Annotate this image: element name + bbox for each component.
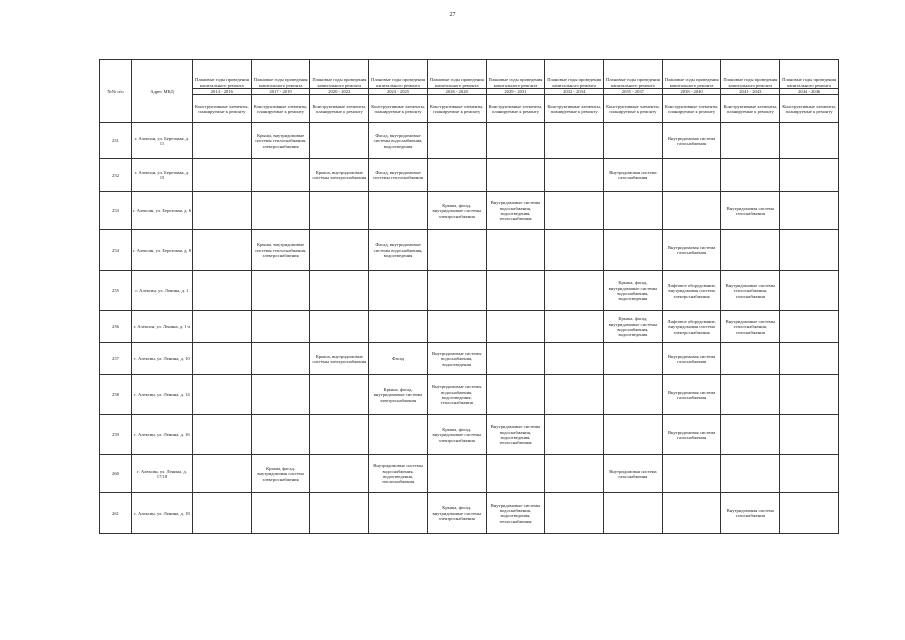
repair-elements-cell: Внутридомовая система газоснабжения bbox=[604, 455, 663, 493]
repair-elements-cell: Внутридомовые системы водоснабжения, водоотведения, теплоснабжения bbox=[427, 375, 486, 415]
repair-elements-cell: Внутридомовая система газоснабжения bbox=[662, 375, 721, 415]
repair-elements-cell bbox=[310, 192, 369, 230]
header-elements: Конструктивные элементы, планируемые к ремонту bbox=[310, 95, 369, 123]
repair-elements-cell: Крыша, фасад, внутридомовые системы электроснабжения bbox=[369, 375, 428, 415]
header-period-title: Плановые годы проведения капитального ремонта bbox=[251, 60, 310, 89]
table-row bbox=[100, 311, 839, 343]
header-years: 2044 - 2046 bbox=[780, 89, 839, 95]
repair-elements-cell bbox=[604, 493, 663, 534]
repair-elements-cell bbox=[780, 230, 839, 271]
repair-elements-cell bbox=[193, 343, 252, 375]
table-row bbox=[100, 493, 839, 534]
header-period-title: Плановые годы проведения капитального ремонта bbox=[545, 60, 604, 89]
repair-elements-cell bbox=[193, 415, 252, 455]
repair-elements-cell bbox=[369, 415, 428, 455]
repair-elements-cell bbox=[251, 271, 310, 311]
repair-elements-cell: Внутридомовая система газоснабжения bbox=[721, 192, 780, 230]
row-address: г. Алексин, ул. Ленина, д. 1 bbox=[132, 271, 193, 311]
row-address: г. Алексин, ул. Березовая, д. 8 bbox=[132, 230, 193, 271]
page-number: 27 bbox=[449, 12, 456, 18]
header-period-title: Плановые годы проведения капитального ремонта bbox=[662, 60, 721, 89]
header-period-title: Плановые годы проведения капитального ремонта bbox=[486, 60, 545, 89]
repair-elements-cell bbox=[369, 493, 428, 534]
row-number: 256 bbox=[100, 311, 132, 343]
header-years: 2035 - 2037 bbox=[604, 89, 663, 95]
repair-elements-cell: Крыша, внутридомовые системы электроснабжения bbox=[310, 159, 369, 192]
repair-elements-cell bbox=[193, 123, 252, 159]
repair-elements-cell bbox=[545, 271, 604, 311]
repair-elements-cell bbox=[310, 311, 369, 343]
repair-elements-cell bbox=[486, 159, 545, 192]
header-row-elements bbox=[100, 95, 839, 123]
row-number: 257 bbox=[100, 343, 132, 375]
row-address: г. Алексин, ул. Ленина, д. 14 bbox=[132, 375, 193, 415]
repair-elements-cell bbox=[251, 375, 310, 415]
row-address: г. Алексин, ул. Березовая, д. 6 bbox=[132, 192, 193, 230]
row-address: г. Алексин, ул. Ленина, д. 16 bbox=[132, 415, 193, 455]
repair-elements-cell bbox=[251, 311, 310, 343]
header-period-title: Плановые годы проведения капитального ремонта bbox=[369, 60, 428, 89]
repair-elements-cell bbox=[193, 230, 252, 271]
repair-elements-cell bbox=[545, 123, 604, 159]
repair-elements-cell bbox=[251, 415, 310, 455]
header-number: №№ п/п bbox=[100, 60, 132, 123]
repair-elements-cell bbox=[721, 343, 780, 375]
repair-elements-cell bbox=[193, 192, 252, 230]
repair-elements-cell bbox=[193, 271, 252, 311]
repair-elements-cell bbox=[193, 311, 252, 343]
repair-elements-cell bbox=[780, 123, 839, 159]
row-number: 254 bbox=[100, 230, 132, 271]
repair-elements-cell bbox=[545, 311, 604, 343]
repair-elements-cell bbox=[604, 230, 663, 271]
repair-elements-cell bbox=[545, 159, 604, 192]
repair-elements-cell bbox=[545, 343, 604, 375]
repair-elements-cell bbox=[780, 375, 839, 415]
header-period-title: Плановые годы проведения капитального ремонта bbox=[310, 60, 369, 89]
repair-schedule-table bbox=[99, 59, 839, 534]
header-years: 2020 - 2022 bbox=[310, 89, 369, 95]
row-address: г. Алексин, ул. Ленина, д. 1-а bbox=[132, 311, 193, 343]
header-elements: Конструктивные элементы, планируемые к ремонту bbox=[193, 95, 252, 123]
repair-elements-cell bbox=[193, 375, 252, 415]
table-row bbox=[100, 343, 839, 375]
header-years: 2032 - 2034 bbox=[545, 89, 604, 95]
repair-elements-cell bbox=[486, 311, 545, 343]
header-period-title: Плановые годы проведения капитального ремонта bbox=[604, 60, 663, 89]
table-row bbox=[100, 159, 839, 192]
repair-elements-cell: Внутридомовые системы теплоснабжения, газоснабжения bbox=[721, 271, 780, 311]
header-address: Адрес МКД bbox=[132, 60, 193, 123]
row-number: 253 bbox=[100, 192, 132, 230]
repair-elements-cell bbox=[369, 192, 428, 230]
row-address: г. Алексин, ул. Ленина, д. 17/18 bbox=[132, 455, 193, 493]
row-address: г. Алексин, ул. Березовая, д. 11 bbox=[132, 123, 193, 159]
repair-elements-cell bbox=[369, 311, 428, 343]
repair-elements-cell bbox=[310, 123, 369, 159]
header-period-title: Плановые годы проведения капитального ремонта bbox=[780, 60, 839, 89]
repair-elements-cell bbox=[310, 455, 369, 493]
repair-elements-cell bbox=[486, 271, 545, 311]
repair-elements-cell bbox=[721, 123, 780, 159]
repair-elements-cell bbox=[545, 192, 604, 230]
row-number: 252 bbox=[100, 159, 132, 192]
repair-elements-cell: Внутридомовые системы теплоснабжения, газоснабжения bbox=[721, 311, 780, 343]
repair-elements-cell: Внутридомовая система газоснабжения bbox=[662, 343, 721, 375]
repair-elements-cell: Внутридомовые системы водоснабжения, водоотведения, теплоснабжения bbox=[486, 493, 545, 534]
repair-elements-cell bbox=[486, 230, 545, 271]
header-years: 2023 - 2025 bbox=[369, 89, 428, 95]
table-row bbox=[100, 455, 839, 493]
repair-elements-cell bbox=[193, 493, 252, 534]
header-elements: Конструктивные элементы, планируемые к ремонту bbox=[662, 95, 721, 123]
repair-elements-cell: Внутридомовая система газоснабжения bbox=[662, 123, 721, 159]
repair-elements-cell bbox=[780, 343, 839, 375]
repair-elements-cell bbox=[604, 415, 663, 455]
header-elements: Конструктивные элементы, планируемые к ремонту bbox=[780, 95, 839, 123]
repair-elements-cell: Крыша, фасад, внутридомовая система электроснабжения bbox=[251, 455, 310, 493]
repair-elements-cell bbox=[604, 192, 663, 230]
repair-elements-cell bbox=[545, 230, 604, 271]
repair-elements-cell: Крыша, внутридомовые системы теплоснабжения, электроснабжения bbox=[251, 123, 310, 159]
repair-elements-cell: Крыша, внутридомовые системы электроснабжения bbox=[310, 343, 369, 375]
table-row bbox=[100, 123, 839, 159]
repair-elements-cell: Крыша, внутридомовые системы теплоснабжения, электроснабжения bbox=[251, 230, 310, 271]
repair-elements-cell bbox=[545, 455, 604, 493]
repair-elements-cell bbox=[427, 159, 486, 192]
repair-elements-cell: Внутридомовые системы водоснабжения, водоотведения, теплоснабжения bbox=[369, 455, 428, 493]
repair-elements-cell bbox=[721, 455, 780, 493]
repair-elements-cell bbox=[251, 192, 310, 230]
repair-elements-cell: Фасад, внутридомовые системы теплоснабжения bbox=[369, 159, 428, 192]
repair-elements-cell bbox=[604, 123, 663, 159]
repair-elements-cell bbox=[721, 159, 780, 192]
header-elements: Конструктивные элементы, планируемые к ремонту bbox=[427, 95, 486, 123]
header-elements: Конструктивные элементы, планируемые к ремонту bbox=[486, 95, 545, 123]
repair-elements-cell bbox=[780, 192, 839, 230]
repair-elements-cell: Крыша, фасад, внутридомовые системы водоснабжения, водоотведения bbox=[604, 271, 663, 311]
repair-elements-cell bbox=[780, 311, 839, 343]
header-years: 2017 - 2019 bbox=[251, 89, 310, 95]
header-years: 2026 - 2028 bbox=[427, 89, 486, 95]
repair-elements-cell: Крыша, фасад, внутридомовые системы водоснабжения, водоотведения bbox=[604, 311, 663, 343]
repair-elements-cell bbox=[780, 493, 839, 534]
row-number: 255 bbox=[100, 271, 132, 311]
repair-elements-cell bbox=[721, 230, 780, 271]
table-row bbox=[100, 375, 839, 415]
table-row bbox=[100, 415, 839, 455]
repair-elements-cell: Внутридомовая система газоснабжения bbox=[721, 493, 780, 534]
repair-elements-cell: Крыша, фасад, внутридомовые системы электроснабжения bbox=[427, 192, 486, 230]
repair-elements-cell bbox=[721, 415, 780, 455]
repair-elements-cell bbox=[310, 230, 369, 271]
repair-elements-cell bbox=[310, 415, 369, 455]
repair-elements-cell: Внутридомовая система газоснабжения bbox=[604, 159, 663, 192]
repair-elements-cell: Лифтовое оборудование, внутридомовая система электроснабжения bbox=[662, 311, 721, 343]
header-years: 2014 - 2016 bbox=[193, 89, 252, 95]
repair-elements-cell bbox=[604, 343, 663, 375]
repair-elements-cell: Внутридомовые системы водоснабжения, водоотведения, теплоснабжения bbox=[486, 192, 545, 230]
repair-elements-cell bbox=[427, 123, 486, 159]
header-years: 2029 - 2031 bbox=[486, 89, 545, 95]
repair-elements-cell bbox=[486, 375, 545, 415]
row-number: 260 bbox=[100, 455, 132, 493]
repair-elements-cell: Фасад, внутридомовые системы водоснабжения, водоотведения bbox=[369, 123, 428, 159]
row-number: 259 bbox=[100, 415, 132, 455]
repair-elements-cell bbox=[545, 415, 604, 455]
repair-elements-cell bbox=[427, 230, 486, 271]
row-number: 258 bbox=[100, 375, 132, 415]
repair-elements-cell bbox=[662, 493, 721, 534]
row-address: г. Алексин, ул. Березовая, д. 15 bbox=[132, 159, 193, 192]
repair-elements-cell: Фасад bbox=[369, 343, 428, 375]
repair-elements-cell bbox=[193, 159, 252, 192]
repair-elements-cell bbox=[486, 123, 545, 159]
repair-elements-cell bbox=[310, 375, 369, 415]
header-years: 2041 - 2043 bbox=[721, 89, 780, 95]
repair-elements-cell bbox=[662, 192, 721, 230]
table-row bbox=[100, 230, 839, 271]
repair-elements-cell: Лифтовое оборудование, внутридомовая система электроснабжения bbox=[662, 271, 721, 311]
header-period-title: Плановые годы проведения капитального ремонта bbox=[193, 60, 252, 89]
header-row-periods bbox=[100, 60, 839, 89]
header-elements: Конструктивные элементы, планируемые к ремонту bbox=[721, 95, 780, 123]
row-address: г. Алексин, ул. Ленина, д. 18 bbox=[132, 493, 193, 534]
repair-elements-cell bbox=[369, 271, 428, 311]
repair-elements-cell: Крыша, фасад, внутридомовые системы электроснабжения bbox=[427, 415, 486, 455]
repair-elements-cell bbox=[310, 493, 369, 534]
repair-elements-cell bbox=[251, 343, 310, 375]
repair-elements-cell bbox=[193, 455, 252, 493]
repair-elements-cell bbox=[251, 159, 310, 192]
repair-elements-cell: Внутридомовая система газоснабжения bbox=[662, 415, 721, 455]
repair-elements-cell bbox=[486, 455, 545, 493]
repair-elements-cell bbox=[780, 271, 839, 311]
repair-elements-cell bbox=[662, 455, 721, 493]
repair-elements-cell bbox=[545, 375, 604, 415]
repair-elements-cell: Внутридомовые системы водоснабжения, водоотведения, теплоснабжения bbox=[486, 415, 545, 455]
repair-elements-cell bbox=[427, 271, 486, 311]
row-number: 261 bbox=[100, 493, 132, 534]
repair-elements-cell bbox=[545, 493, 604, 534]
repair-elements-cell bbox=[486, 343, 545, 375]
row-address: г. Алексин, ул. Ленина, д. 10 bbox=[132, 343, 193, 375]
repair-elements-cell bbox=[780, 159, 839, 192]
header-period-title: Плановые годы проведения капитального ремонта bbox=[721, 60, 780, 89]
repair-elements-cell: Крыша, фасад, внутридомовые системы электроснабжения bbox=[427, 493, 486, 534]
repair-elements-cell bbox=[251, 493, 310, 534]
repair-elements-cell bbox=[662, 159, 721, 192]
repair-elements-cell bbox=[780, 415, 839, 455]
repair-elements-cell bbox=[721, 375, 780, 415]
repair-elements-cell bbox=[780, 455, 839, 493]
repair-elements-cell bbox=[604, 375, 663, 415]
table-row bbox=[100, 271, 839, 311]
row-number: 251 bbox=[100, 123, 132, 159]
table-row bbox=[100, 192, 839, 230]
repair-elements-cell bbox=[427, 311, 486, 343]
table-body bbox=[100, 123, 839, 534]
repair-elements-cell bbox=[427, 455, 486, 493]
header-elements: Конструктивные элементы, планируемые к ремонту bbox=[369, 95, 428, 123]
header-years: 2038 - 2040 bbox=[662, 89, 721, 95]
header-period-title: Плановые годы проведения капитального ремонта bbox=[427, 60, 486, 89]
header-elements: Конструктивные элементы, планируемые к ремонту bbox=[604, 95, 663, 123]
repair-elements-cell: Фасад, внутридомовые системы водоснабжения, водоотведения bbox=[369, 230, 428, 271]
repair-elements-cell: Внутридомовая система газоснабжения bbox=[662, 230, 721, 271]
repair-elements-cell: Внутридомовые системы водоснабжения, водоотведения bbox=[427, 343, 486, 375]
repair-elements-cell bbox=[310, 271, 369, 311]
header-elements: Конструктивные элементы, планируемые к ремонту bbox=[251, 95, 310, 123]
header-elements: Конструктивные элементы, планируемые к ремонту bbox=[545, 95, 604, 123]
